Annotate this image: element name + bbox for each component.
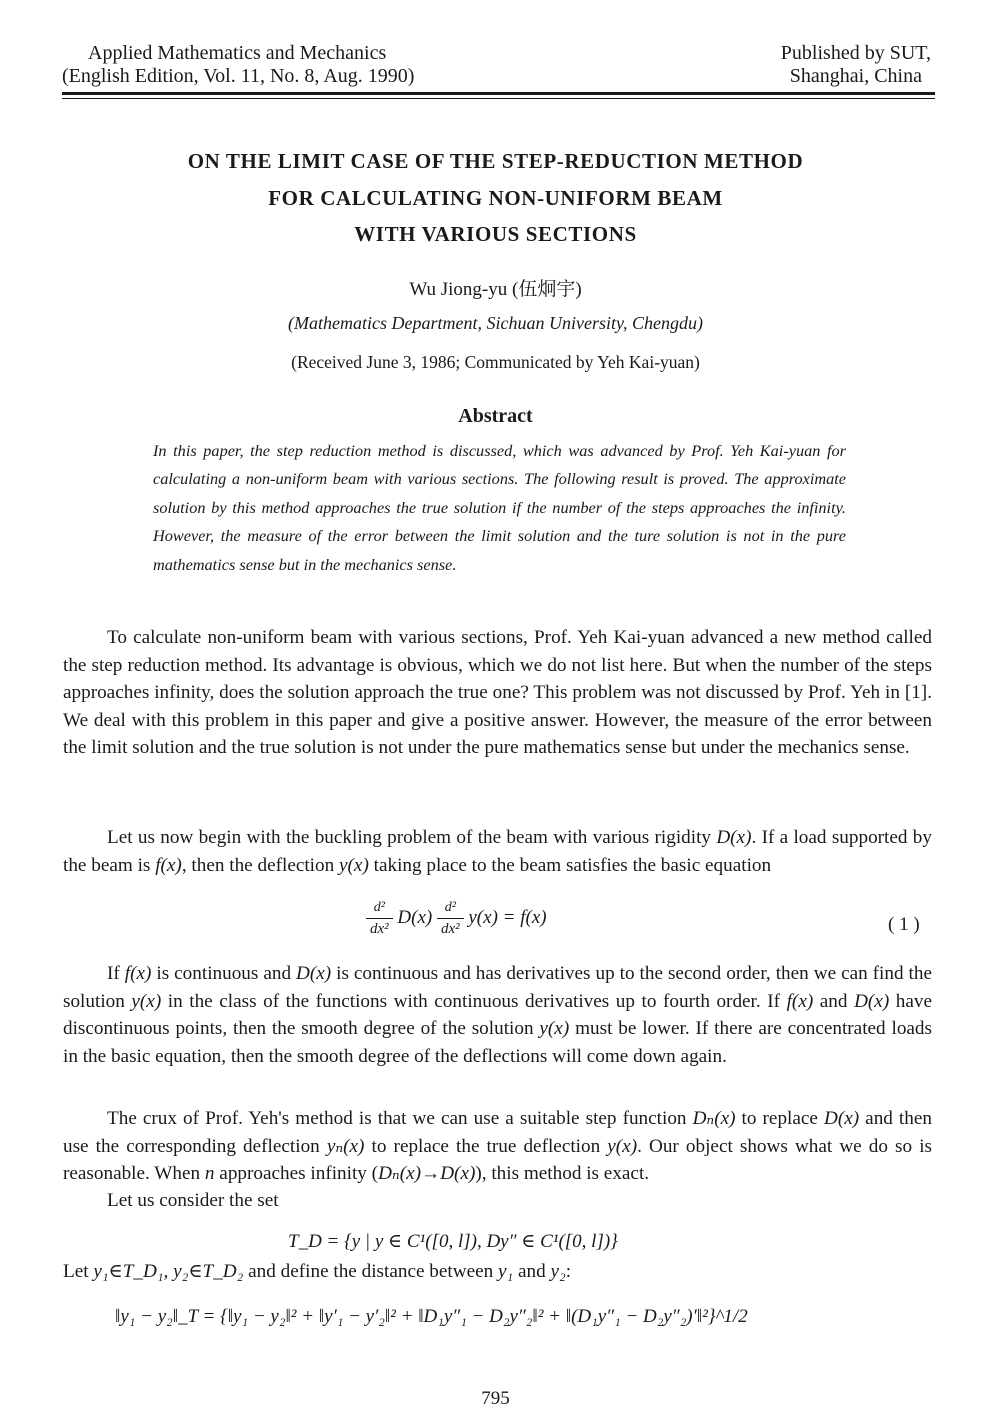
math-inline: y(x) (339, 854, 369, 876)
header-rule-thick (62, 92, 935, 95)
text-span: The crux of Prof. Yeh's method is that we can use a suitable step function (107, 1108, 693, 1129)
math-inline: Dₙ(x)→D(x) (378, 1163, 476, 1185)
fraction-denominator: dx² (437, 918, 464, 939)
paragraph-text: Let us consider the set (107, 1190, 279, 1211)
equation-set-definition: T_D = {y | y ∈ C¹([0, l]), Dy″ ∈ C¹([0, l])} (288, 1231, 618, 1252)
equation-distance-norm: ‖y₁ − y₂‖_T = {‖y₁ − y₂‖² + ‖y′₁ − y′₂‖² + ‖D₁y″₁ − D₂y″₂‖² + ‖(D₁y″₁ − D₂y″₂)′‖²}^1/2 (115, 1306, 748, 1327)
text-span: must be lower. If there are concentrated loads in the basic equation, then the smooth degree of the deflections will come down again. (63, 1018, 932, 1067)
author-name: Wu Jiong-yu (伍炯宇) (409, 279, 582, 300)
fraction (366, 898, 393, 939)
math-inline: f(x) (124, 963, 152, 984)
text-span: to replace the true deflection (364, 1135, 608, 1157)
text-span: is continuous and has derivatives up to the second order, then we can find the solution (63, 963, 932, 1012)
text-span: to replace (735, 1108, 824, 1129)
math-inline: D(x) (854, 990, 890, 1012)
text-span: Let (63, 1261, 94, 1282)
math-inline: f(x) (155, 854, 182, 876)
text-span: ), this method is exact. (475, 1163, 650, 1185)
fraction-numerator: d² (373, 900, 385, 915)
text-span: in the class of the functions with continuous derivatives up to fourth order. If (161, 990, 787, 1012)
page-number: 795 (481, 1388, 510, 1409)
math-inline: f(x) (786, 990, 814, 1012)
publisher-name: Published by SUT, (780, 42, 931, 64)
title-line-3: WITH VARIOUS SECTIONS (354, 222, 637, 246)
author-affiliation: (Mathematics Department, Sichuan University, Chengdu) (288, 313, 703, 333)
equation-term: D(x) (397, 906, 433, 928)
paragraph-set (63, 1187, 932, 1215)
title-line-2: FOR CALCULATING NON-UNIFORM BEAM (268, 185, 723, 210)
math-inline: y₂ (550, 1261, 566, 1282)
text-span: approaches infinity ( (214, 1163, 379, 1185)
journal-issue: (English Edition, Vol. 11, No. 8, Aug. 1990) (62, 65, 415, 87)
header-rule-thin (62, 98, 935, 99)
title-line-1: ON THE LIMIT CASE OF THE STEP-REDUCTION METHOD (187, 149, 804, 173)
received-date: (Received June 3, 1986; Communicated by Yeh Kai-yuan) (291, 352, 700, 372)
publisher-location: Shanghai, China (789, 65, 922, 87)
text-span: If (107, 963, 125, 984)
math-inline: yₙ(x) (326, 1135, 365, 1157)
text-span: and (813, 990, 855, 1012)
text-span: , then the deflection (181, 854, 340, 876)
math-inline: y(x) (131, 990, 162, 1012)
text-span: and define the distance between (248, 1261, 498, 1282)
fraction (437, 898, 464, 939)
math-inline: y₁ (498, 1261, 514, 1282)
paragraph-method (63, 1105, 932, 1188)
math-inline: D(x) (296, 963, 332, 984)
paragraph-intro (63, 624, 932, 762)
distance-definition-line (63, 1259, 571, 1283)
paper-title (0, 143, 991, 253)
journal-citation (62, 42, 414, 88)
journal-name: Applied Mathematics and Mechanics (88, 42, 387, 64)
text-span: taking place to the beam satisfies the basic equation (368, 854, 772, 876)
equation-number: ( 1 ) (888, 914, 920, 935)
math-inline: y₁∈T_D₁, y₂∈T_D₂ (93, 1261, 244, 1282)
text-span: : (565, 1261, 572, 1282)
math-inline: Dₙ(x) (692, 1108, 736, 1129)
paragraph-text: To calculate non-uniform beam with various sections, Prof. Yeh Kai-yuan advanced a new method called the step reduction method. Its advantage is obvious, which we do not list here. But when the number of the steps approaches infinity, does the solution approach the true one? This problem was not discussed by Prof. Yeh in [1]. We deal with this problem in this paper and give a positive answer. However, the measure of the error between the limit solution and the true solution is not under the pure mathematics sense but under the mechanics sense. (63, 627, 932, 759)
math-inline: y(x) (607, 1135, 638, 1157)
text-span: Let us now begin with the buckling problem of the beam with various rigidity (107, 827, 717, 848)
text-span: and then use the corresponding deflection (63, 1108, 932, 1157)
abstract-heading: Abstract (458, 405, 533, 427)
paragraph-smoothness (63, 960, 932, 1070)
math-inline: y(x) (539, 1018, 570, 1040)
publisher-info (781, 42, 931, 88)
math-inline: D(x) (823, 1108, 860, 1129)
text-span: . Our object shows what we do so is reasonable. When (63, 1135, 933, 1185)
text-span: is continuous and (151, 963, 297, 984)
abstract-text: In this paper, the step reduction method is discussed, which was advanced by Prof. Yeh Kai-yuan for calculating a non-uniform beam with various sections. The following result is proved. The approximate solution by this method approaches the true solution if the number of the steps approaches the infinity. However, the measure of the error between the limit solution and the ture solution is not in the pure mathematics sense but in the mechanics sense. (153, 441, 846, 574)
text-span: and (513, 1261, 551, 1282)
fraction-numerator: d² (444, 900, 456, 915)
math-inline: n (204, 1163, 215, 1185)
paragraph-buckling (63, 824, 932, 879)
fraction-denominator: dx² (366, 918, 393, 939)
text-span: . If a load supported by the beam is (63, 827, 932, 876)
text-span: have discontinuous points, then the smooth degree of the solution (63, 990, 932, 1040)
math-inline: D(x) (716, 827, 752, 848)
equation-term: y(x) = f(x) (468, 906, 547, 928)
equation-1 (366, 898, 547, 939)
